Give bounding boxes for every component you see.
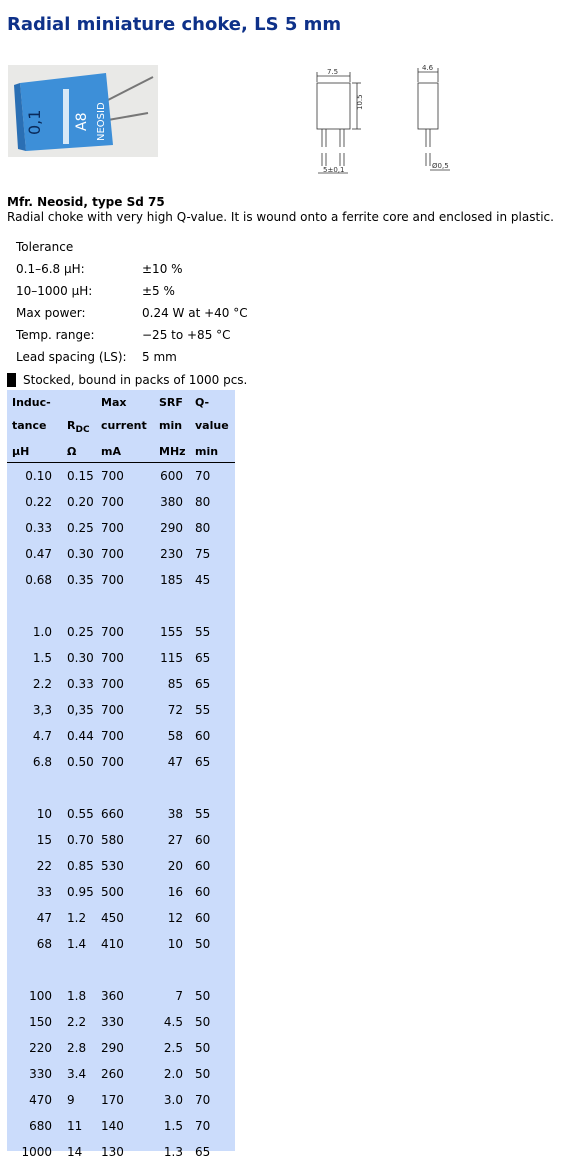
cell-inductance: 10: [36, 807, 52, 821]
header-inductance: tance: [12, 419, 47, 432]
cell-srf: 58: [167, 729, 183, 743]
cell-q: 70: [195, 1119, 211, 1133]
cell-current: 130: [101, 1145, 124, 1159]
cell-rdc: 0.35: [67, 573, 94, 587]
cell-q: 60: [195, 833, 211, 847]
bullet-icon: [7, 373, 16, 387]
spec-value: 0.24 W at +40 °C: [142, 306, 248, 320]
cell-q: 75: [195, 547, 211, 561]
cell-inductance: 6.8: [32, 755, 52, 769]
header-rdc-unit: Ω: [67, 445, 77, 458]
header-srf: min: [159, 419, 183, 432]
cell-current: 700: [101, 703, 124, 717]
cell-current: 260: [101, 1067, 124, 1081]
photo-label-code: A8: [74, 112, 90, 131]
cell-inductance: 100: [29, 989, 52, 1003]
spec-table: [7, 390, 235, 1159]
cell-srf: 4.5: [163, 1015, 183, 1029]
header-rdc-sub: DC: [75, 425, 90, 436]
cell-current: 700: [101, 755, 124, 769]
spec-row: [16, 302, 248, 324]
cell-srf: 1.3: [163, 1145, 183, 1159]
cell-q: 70: [195, 1093, 211, 1107]
cell-srf: 38: [167, 807, 183, 821]
cell-srf: 1.5: [163, 1119, 183, 1133]
cell-rdc: 2.8: [67, 1041, 87, 1055]
cell-q: 65: [195, 755, 211, 769]
cell-current: 580: [101, 833, 124, 847]
dim-width-label: 7.5: [327, 68, 339, 76]
cell-srf: 47: [167, 755, 183, 769]
cell-current: 500: [101, 885, 124, 899]
header-divider: [7, 462, 235, 463]
cell-current: 700: [101, 521, 124, 535]
header-current-unit: mA: [101, 445, 121, 458]
cell-inductance: 330: [29, 1067, 52, 1081]
spec-row: [16, 236, 248, 258]
cell-rdc: 3.4: [67, 1067, 87, 1081]
cell-current: 700: [101, 495, 124, 509]
cell-current: 410: [101, 937, 124, 951]
cell-current: 700: [101, 547, 124, 561]
cell-srf: 600: [160, 469, 183, 483]
cell-srf: 3.0: [163, 1093, 183, 1107]
cell-current: 170: [101, 1093, 124, 1107]
cell-rdc: 9: [67, 1093, 75, 1107]
cell-current: 360: [101, 989, 124, 1003]
header-inductance: Induc-: [12, 396, 51, 409]
cell-srf: 155: [160, 625, 183, 639]
cell-inductance: 68: [36, 937, 52, 951]
cell-current: 450: [101, 911, 124, 925]
cell-srf: 72: [167, 703, 183, 717]
cell-rdc: 11: [67, 1119, 83, 1133]
cell-srf: 185: [160, 573, 183, 587]
dim-spacing-label: 5±0,1: [323, 166, 345, 174]
cell-inductance: 15: [36, 833, 52, 847]
header-srf: SRF: [159, 396, 183, 409]
cell-rdc: 0.95: [67, 885, 94, 899]
spec-key: 10–1000 µH:: [16, 284, 93, 298]
product-photo: [8, 65, 158, 157]
dim-depth-label: 4.6: [422, 64, 434, 72]
cell-q: 55: [195, 807, 211, 821]
page-title: Radial miniature choke, LS 5 mm: [7, 14, 342, 35]
cell-inductance: 22: [36, 859, 52, 873]
header-srf-unit: MHz: [159, 445, 186, 458]
cell-inductance: 1000: [21, 1145, 52, 1159]
description: Radial choke with very high Q-value. It is wound onto a ferrite core and enclosed in plastic.: [7, 210, 554, 224]
header-inductance-unit: µH: [12, 445, 30, 458]
header-current: Max: [101, 396, 127, 409]
cell-rdc: 2.2: [67, 1015, 87, 1029]
spec-row: [16, 346, 248, 368]
cell-inductance: 1.5: [32, 651, 52, 665]
cell-srf: 16: [167, 885, 183, 899]
cell-inductance: 150: [29, 1015, 52, 1029]
cell-srf: 290: [160, 521, 183, 535]
cell-inductance: 1.0: [32, 625, 52, 639]
cell-srf: 27: [167, 833, 183, 847]
cell-current: 330: [101, 1015, 124, 1029]
cell-q: 70: [195, 469, 211, 483]
cell-current: 700: [101, 573, 124, 587]
cell-inductance: 470: [29, 1093, 52, 1107]
photo-label-brand: NEOSID: [96, 102, 107, 141]
cell-q: 65: [195, 651, 211, 665]
cell-rdc: 0.25: [67, 521, 94, 535]
spec-row: [16, 280, 248, 302]
spec-value: 5 mm: [142, 350, 177, 364]
cell-inductance: 47: [36, 911, 52, 925]
cell-srf: 230: [160, 547, 183, 561]
cell-rdc: 0.15: [67, 469, 94, 483]
spec-row: [16, 324, 248, 346]
cell-current: 700: [101, 625, 124, 639]
stock-text: Stocked, bound in packs of 1000 pcs.: [23, 373, 248, 387]
cell-rdc: 0.50: [67, 755, 94, 769]
stock-note: [7, 373, 247, 387]
spec-key: Temp. range:: [16, 328, 95, 342]
cell-srf: 20: [167, 859, 183, 873]
dim-pin-label: Ø0,5: [432, 162, 449, 170]
spec-value: −25 to +85 °C: [142, 328, 231, 342]
cell-rdc: 0.70: [67, 833, 94, 847]
spec-value: ±10 %: [142, 262, 183, 276]
photo-label-value: 0,1: [25, 109, 44, 135]
cell-inductance: 2.2: [32, 677, 52, 691]
dimension-drawing: [300, 60, 470, 183]
header-rdc: [67, 420, 90, 436]
cell-rdc: 0.30: [67, 651, 94, 665]
cell-srf: 2.5: [163, 1041, 183, 1055]
cell-current: 290: [101, 1041, 124, 1055]
cell-current: 140: [101, 1119, 124, 1133]
cell-inductance: 0.68: [25, 573, 52, 587]
cell-srf: 115: [160, 651, 183, 665]
cell-inductance: 0.33: [25, 521, 52, 535]
cell-rdc: 1.8: [67, 989, 87, 1003]
header-q-unit: min: [195, 445, 219, 458]
cell-srf: 10: [167, 937, 183, 951]
header-rdc-r: R: [67, 419, 76, 432]
spec-value: ±5 %: [142, 284, 175, 298]
header-q: value: [195, 419, 229, 432]
cell-rdc: 0.30: [67, 547, 94, 561]
cell-current: 700: [101, 651, 124, 665]
cell-inductance: 0.47: [25, 547, 52, 561]
cell-q: 50: [195, 1015, 211, 1029]
cell-q: 65: [195, 1145, 211, 1159]
cell-current: 700: [101, 469, 124, 483]
cell-q: 50: [195, 1041, 211, 1055]
spec-key: Lead spacing (LS):: [16, 350, 127, 364]
spec-row: [16, 258, 248, 280]
spec-list: [16, 236, 248, 368]
cell-srf: 2.0: [163, 1067, 183, 1081]
cell-current: 700: [101, 677, 124, 691]
cell-rdc: 0.33: [67, 677, 94, 691]
cell-current: 660: [101, 807, 124, 821]
cell-q: 55: [195, 625, 211, 639]
cell-inductance: 33: [36, 885, 52, 899]
cell-rdc: 0,35: [67, 703, 94, 717]
cell-q: 50: [195, 1067, 211, 1081]
cell-rdc: 0.25: [67, 625, 94, 639]
cell-inductance: 220: [29, 1041, 52, 1055]
cell-inductance: 0.22: [25, 495, 52, 509]
cell-rdc: 14: [67, 1145, 83, 1159]
spec-key: Max power:: [16, 306, 86, 320]
cell-inductance: 0.10: [25, 469, 52, 483]
cell-rdc: 0.85: [67, 859, 94, 873]
cell-inductance: 4.7: [32, 729, 52, 743]
cell-current: 700: [101, 729, 124, 743]
cell-current: 530: [101, 859, 124, 873]
cell-q: 50: [195, 937, 211, 951]
spec-key: Tolerance: [16, 240, 74, 254]
cell-q: 80: [195, 495, 211, 509]
cell-q: 45: [195, 573, 211, 587]
cell-q: 50: [195, 989, 211, 1003]
cell-q: 65: [195, 677, 211, 691]
cell-q: 60: [195, 859, 211, 873]
dim-height-label: 10.5: [356, 94, 364, 110]
header-current: current: [101, 419, 147, 432]
cell-srf: 12: [167, 911, 183, 925]
manufacturer: Mfr. Neosid, type Sd 75: [7, 195, 165, 209]
cell-rdc: 0.44: [67, 729, 94, 743]
cell-rdc: 0.55: [67, 807, 94, 821]
cell-srf: 7: [175, 989, 183, 1003]
cell-rdc: 1.2: [67, 911, 87, 925]
cell-q: 60: [195, 729, 211, 743]
cell-srf: 380: [160, 495, 183, 509]
cell-rdc: 1.4: [67, 937, 87, 951]
cell-q: 60: [195, 885, 211, 899]
cell-rdc: 0.20: [67, 495, 94, 509]
cell-inductance: 3,3: [32, 703, 52, 717]
spec-key: 0.1–6.8 µH:: [16, 262, 85, 276]
header-q: Q-: [195, 396, 210, 409]
cell-inductance: 680: [29, 1119, 52, 1133]
cell-q: 80: [195, 521, 211, 535]
cell-srf: 85: [167, 677, 183, 691]
cell-q: 55: [195, 703, 211, 717]
cell-q: 60: [195, 911, 211, 925]
